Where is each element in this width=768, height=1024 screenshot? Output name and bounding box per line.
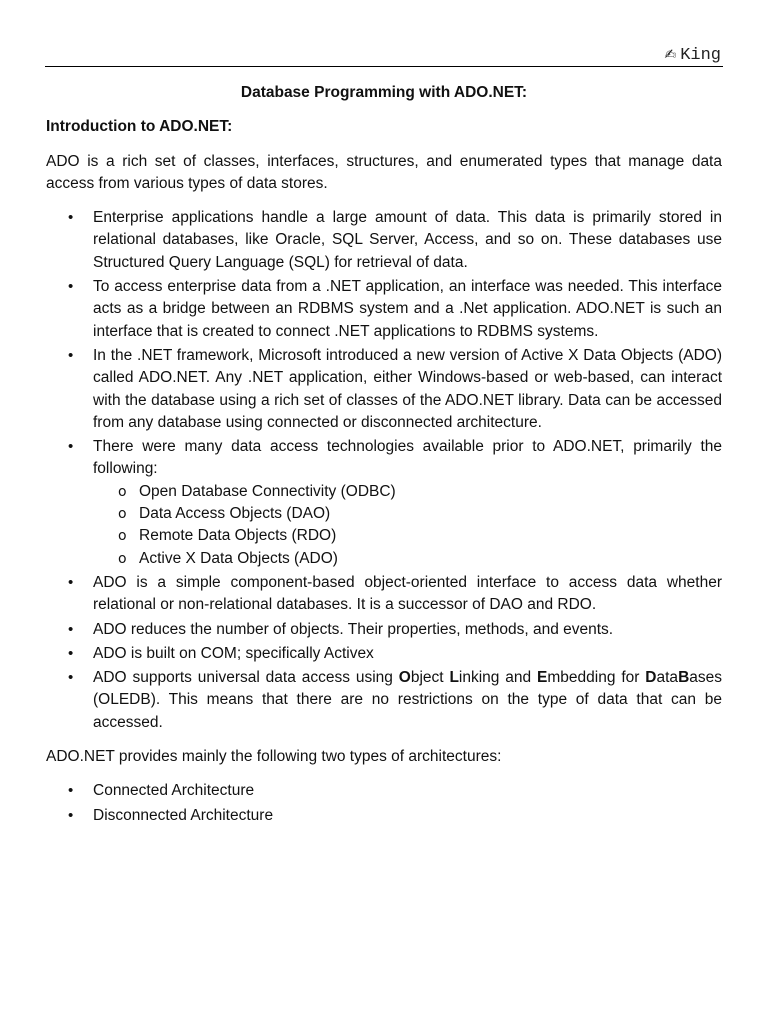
section-heading: Introduction to ADO.NET: — [46, 118, 233, 136]
oledb-letter-d: D — [645, 669, 657, 687]
page-title: Database Programming with ADO.NET: — [240, 84, 528, 101]
sub-list-item: o Data Access Objects (DAO) — [93, 503, 722, 525]
pen-icon: ✍ — [664, 47, 677, 63]
oledb-text: inking and — [458, 669, 538, 687]
list-item: • In the .NET framework, Microsoft introduced a new version of Active X Data Objects (ADO) called ADO.NET. Any .NET application, either Windows-based or web-based, can interact with the database using a rich set of classes of the ADO.NET library. Data can be accessed from any database using connected or disconnected architecture. — [46, 345, 722, 434]
architecture-list — [46, 780, 722, 827]
sub-list-item: o Open Database Connectivity (ODBC) — [93, 481, 722, 503]
oledb-text: ADO supports universal data access using — [93, 669, 399, 687]
oledb-letter-b: B — [678, 669, 690, 687]
oledb-text: mbedding for — [547, 669, 646, 687]
oledb-text: ases (OLEDB). This means that there are no restrictions on the type of data that can be accessed. — [93, 669, 723, 731]
list-item: • Connected Architecture — [46, 780, 722, 802]
oledb-text: ata — [656, 669, 679, 687]
intro-bullet-list — [46, 207, 722, 734]
oledb-letter-l: L — [449, 669, 459, 687]
list-item: • Disconnected Architecture — [46, 805, 722, 827]
list-item — [46, 436, 722, 570]
document-body — [46, 82, 722, 839]
intro-paragraph: ADO is a rich set of classes, interfaces, structures, and enumerated types that manage data access from various types of data stores. — [46, 152, 722, 192]
sub-list-item: o Active X Data Objects (ADO) — [93, 548, 722, 570]
header-author-name: King — [680, 46, 721, 65]
list-item: • ADO is built on COM; specifically Activex — [46, 643, 722, 665]
oledb-letter-e: E — [537, 669, 548, 687]
architecture-paragraph: ADO.NET provides mainly the following two types of architectures: — [46, 748, 502, 766]
sub-list-item: o Remote Data Objects (RDO) — [93, 525, 722, 547]
header-author — [664, 44, 721, 67]
page-header — [45, 40, 723, 67]
list-item: • To access enterprise data from a .NET application, an interface was needed. This interface acts as a bridge between an RDBMS system and a .Net application. ADO.NET is such an interface that is created to connect .NET applications to RDBMS systems. — [46, 276, 722, 343]
list-item-text: There were many data access technologies available prior to ADO.NET, primarily the following: — [93, 438, 722, 478]
list-item: • ADO reduces the number of objects. Their properties, methods, and events. — [46, 619, 722, 641]
list-item: • ADO is a simple component-based object-oriented interface to access data whether relational or non-relational databases. It is a successor of DAO and RDO. — [46, 572, 722, 617]
oledb-text: bject — [410, 669, 450, 687]
list-item: • Enterprise applications handle a large amount of data. This data is primarily stored in relational databases, like Oracle, SQL Server, Access, and so on. These databases use Structured Query Language (SQL) for retrieval of data. — [46, 207, 722, 274]
sub-list — [93, 481, 722, 570]
list-item — [46, 667, 722, 734]
oledb-letter-o: O — [398, 669, 411, 687]
